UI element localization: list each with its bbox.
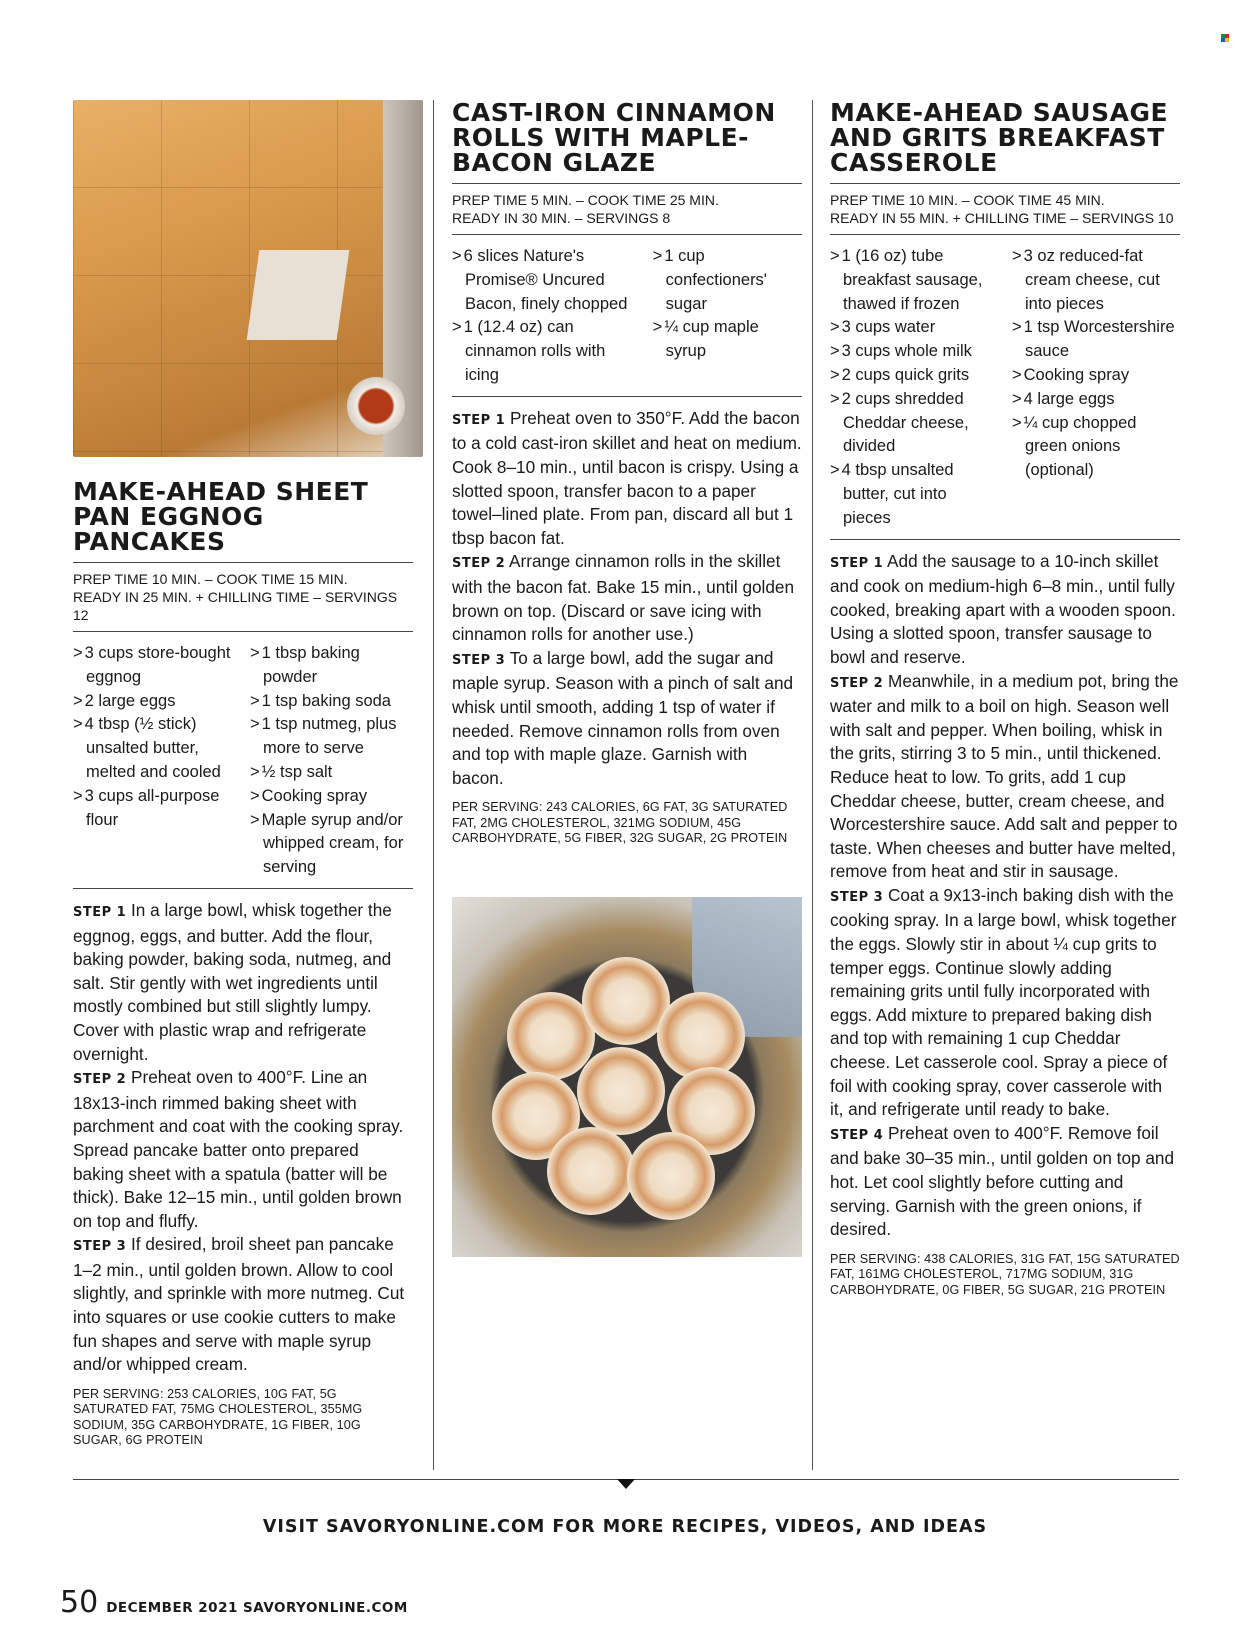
step: STEP 3 If desired, broil sheet pan pancake 1–2 min., until golden brown. Allow to cool slightly, and sprinkle with more nutmeg. Cut into squares or use cookie cutters to make fun shapes and serve with maple syrup and/or whipped cream. [73, 1234, 405, 1375]
ingredients-right [653, 245, 802, 388]
recipe-title: MAKE-AHEAD SAUSAGE AND GRITS BREAKFAST CASSEROLE [830, 98, 1169, 177]
meta-ready: READY IN 25 MIN. + CHILLING TIME – SERVINGS 12 [73, 589, 398, 623]
ingredient-item: > ½ tsp salt [250, 762, 333, 781]
ingredient-item: > Maple syrup and/or whipped cream, for serving [250, 810, 404, 877]
ingredients [452, 245, 802, 397]
triangle-marker-icon [617, 1479, 635, 1489]
ingredients-left [73, 642, 236, 880]
ingredients-left [830, 245, 998, 531]
pancake-photo [73, 100, 423, 457]
recipe-meta [830, 183, 1180, 235]
corner-mark-icon [1221, 34, 1229, 42]
ingredient-item: > 1 (16 oz) tube breakfast sausage, thawed if frozen [830, 247, 983, 313]
ingredient-item: > Cooking spray [250, 786, 368, 805]
column-divider [433, 100, 434, 1470]
ingredient-item: > 1 (12.4 oz) can cinnamon rolls with icing [452, 318, 606, 384]
recipe-cinnamon-rolls [452, 100, 802, 1257]
ingredient-item: > 1 tsp nutmeg, plus more to serve [250, 715, 397, 758]
ingredient-item: > 4 tbsp unsalted butter, cut into pieces [830, 461, 954, 527]
column-divider [812, 100, 813, 1470]
ingredient-item: > 4 tbsp (½ stick) unsalted butter, melted and cooled [73, 715, 221, 781]
step: STEP 2 Arrange cinnamon rolls in the skillet with the bacon fat. Bake 15 min., until golden brown on top. (Discard or save icing with cinnamon rolls for another use.) [452, 551, 795, 645]
nutrition-info: PER SERVING: 243 CALORIES, 6G FAT, 3G SATURATED FAT, 2MG CHOLESTEROL, 321MG SODIUM, 45G CARBOHYDRATE, 5G FIBER, 32G SUGAR, 2G PROTEIN [452, 800, 788, 846]
ingredient-item: > ¼ cup chopped green onions (optional) [1012, 413, 1137, 480]
ingredient-item: > 1 tsp baking soda [250, 691, 391, 710]
step: STEP 1 Add the sausage to a 10-inch skillet and cook on medium-high 6–8 min., until fully cooked, breaking apart with a wooden spoon. Using a slotted spoon, transfer sausage to bowl and reserve. [830, 550, 1176, 667]
cinnamon-rolls-photo [452, 897, 802, 1257]
step: STEP 3 To a large bowl, add the sugar and maple syrup. Season with a pinch of salt and whisk until smooth, adding 1 tsp of water if needed. Remove cinnamon rolls from oven and top with maple glaze. Garnish with bacon. [452, 647, 794, 788]
recipe-title: CAST-IRON CINNAMON ROLLS WITH MAPLE-BACON GLAZE [452, 98, 776, 177]
ingredients [830, 245, 1180, 540]
page-folio [60, 1585, 408, 1620]
meta-ready: READY IN 30 MIN. – SERVINGS 8 [452, 210, 671, 226]
recipe-eggnog-pancakes [73, 100, 413, 1449]
meta-times: PREP TIME 5 MIN. – COOK TIME 25 MIN. [452, 192, 719, 208]
ingredients-right [1012, 245, 1180, 531]
ingredient-item: > Cooking spray [1012, 365, 1130, 384]
ingredient-item: > 6 slices Nature's Promise® Uncured Bacon, finely chopped [452, 247, 628, 313]
step: STEP 1 In a large bowl, whisk together the eggnog, eggs, and butter. Add the flour, baking powder, baking soda, nutmeg, and salt. Stir gently with wet ingredients until mostly combined but still slightly lumpy. Cover with plastic wrap and refrigerate overnight. [73, 899, 392, 1064]
ingredient-item: > 4 large eggs [1012, 389, 1115, 408]
ingredient-item: > 3 cups whole milk [830, 342, 972, 361]
step: STEP 2 Preheat oven to 400°F. Line an 18x13-inch rimmed baking sheet with parchment and coat with the cooking spray. Spread pancake batter onto prepared baking sheet with a spatula (batter will be thick). Bake 12–15 min., until golden brown on top and fluffy. [73, 1067, 404, 1231]
recipe-steps [830, 550, 1180, 1242]
ingredients-left [452, 245, 639, 388]
meta-times: PREP TIME 10 MIN. – COOK TIME 45 MIN. [830, 192, 1105, 208]
recipe-meta [452, 183, 802, 235]
step: STEP 1 Preheat oven to 350°F. Add the bacon to a cold cast-iron skillet and heat on medium. Cook 8–10 min., until bacon is crispy. Using a slotted spoon, transfer bacon to a paper towel–lined plate. From pan, discard all but 1 tbsp bacon fat. [452, 407, 802, 548]
step: STEP 3 Coat a 9x13-inch baking dish with the cooking spray. In a large bowl, whisk together the eggs. Slowly stir in about ¼ cup grits to temper eggs. Continue slowly adding remaining grits until fully incorporated with eggs. Add mixture to prepared baking dish and top with remaining 1 cup Cheddar cheese. Let casserole cool. Spray a piece of foil with cooking spray, cover casserole with it, and refrigerate until ready to bake. [830, 884, 1177, 1120]
meta-ready: READY IN 55 MIN. + CHILLING TIME – SERVINGS 10 [830, 210, 1174, 226]
step: STEP 4 Preheat oven to 400°F. Remove foil and bake 30–35 min., until golden on top and hot. Let cool slightly before cutting and serving. Garnish with the green onions, if desired. [830, 1122, 1175, 1240]
recipe-steps [73, 899, 413, 1377]
page-number: 50 [60, 1585, 99, 1620]
meta-times: PREP TIME 10 MIN. – COOK TIME 15 MIN. [73, 571, 348, 587]
recipe-meta [73, 562, 413, 632]
nutrition-info: PER SERVING: 438 CALORIES, 31G FAT, 15G SATURATED FAT, 161MG CHOLESTEROL, 717MG SODIUM, 31G CARBOHYDRATE, 0G FIBER, 5G SUGAR, 21G PROTEIN [830, 1251, 1180, 1297]
step: STEP 2 Meanwhile, in a medium pot, bring the water and milk to a boil on high. Season well with salt and pepper. When boiling, whisk in the grits, stirring 3 to 5 min., until thickened. Reduce heat to low. To grits, add 1 cup Cheddar cheese, butter, cream cheese, and Worcestershire sauce. Add salt and pepper to taste. When cheeses and butter have melted, remove from heat and stir in sausage. [830, 670, 1179, 882]
recipe-steps [452, 407, 802, 791]
ingredient-item: > 2 cups quick grits [830, 365, 970, 384]
recipe-title: MAKE-AHEAD SHEET PAN EGGNOG PANCAKES [73, 477, 369, 556]
ingredient-item: > 3 oz reduced-fat cream cheese, cut into pieces [1012, 247, 1160, 313]
ingredients-right [250, 642, 413, 880]
ingredient-item: > 3 cups water [830, 318, 936, 337]
ingredient-item: > ¼ cup maple syrup [652, 318, 759, 361]
nutrition-info: PER SERVING: 253 CALORIES, 10G FAT, 5G SATURATED FAT, 75MG CHOLESTEROL, 355MG SODIUM, 35G CARBOHYDRATE, 1G FIBER, 10G SUGAR, 6G PROTEIN [73, 1386, 363, 1448]
ingredient-item: > 1 tsp Worcestershire sauce [1012, 318, 1175, 361]
visit-website-banner: VISIT SAVORYONLINE.COM FOR MORE RECIPES, VIDEOS, AND IDEAS [262, 1517, 988, 1537]
ingredient-item: > 3 cups store-bought eggnog [73, 644, 231, 686]
ingredient-item: > 2 cups shredded Cheddar cheese, divided [830, 389, 969, 456]
ingredient-item: > 1 cup confectioners' sugar [652, 247, 767, 313]
recipe-sausage-grits-casserole [830, 100, 1180, 1298]
ingredient-item: > 2 large eggs [73, 691, 176, 710]
ingredient-item: > 1 tbsp baking powder [250, 644, 360, 686]
publication-info: DECEMBER 2021 SAVORYONLINE.COM [106, 1600, 408, 1616]
ingredients [73, 642, 413, 889]
ingredient-item: > 3 cups all-purpose flour [73, 786, 220, 829]
